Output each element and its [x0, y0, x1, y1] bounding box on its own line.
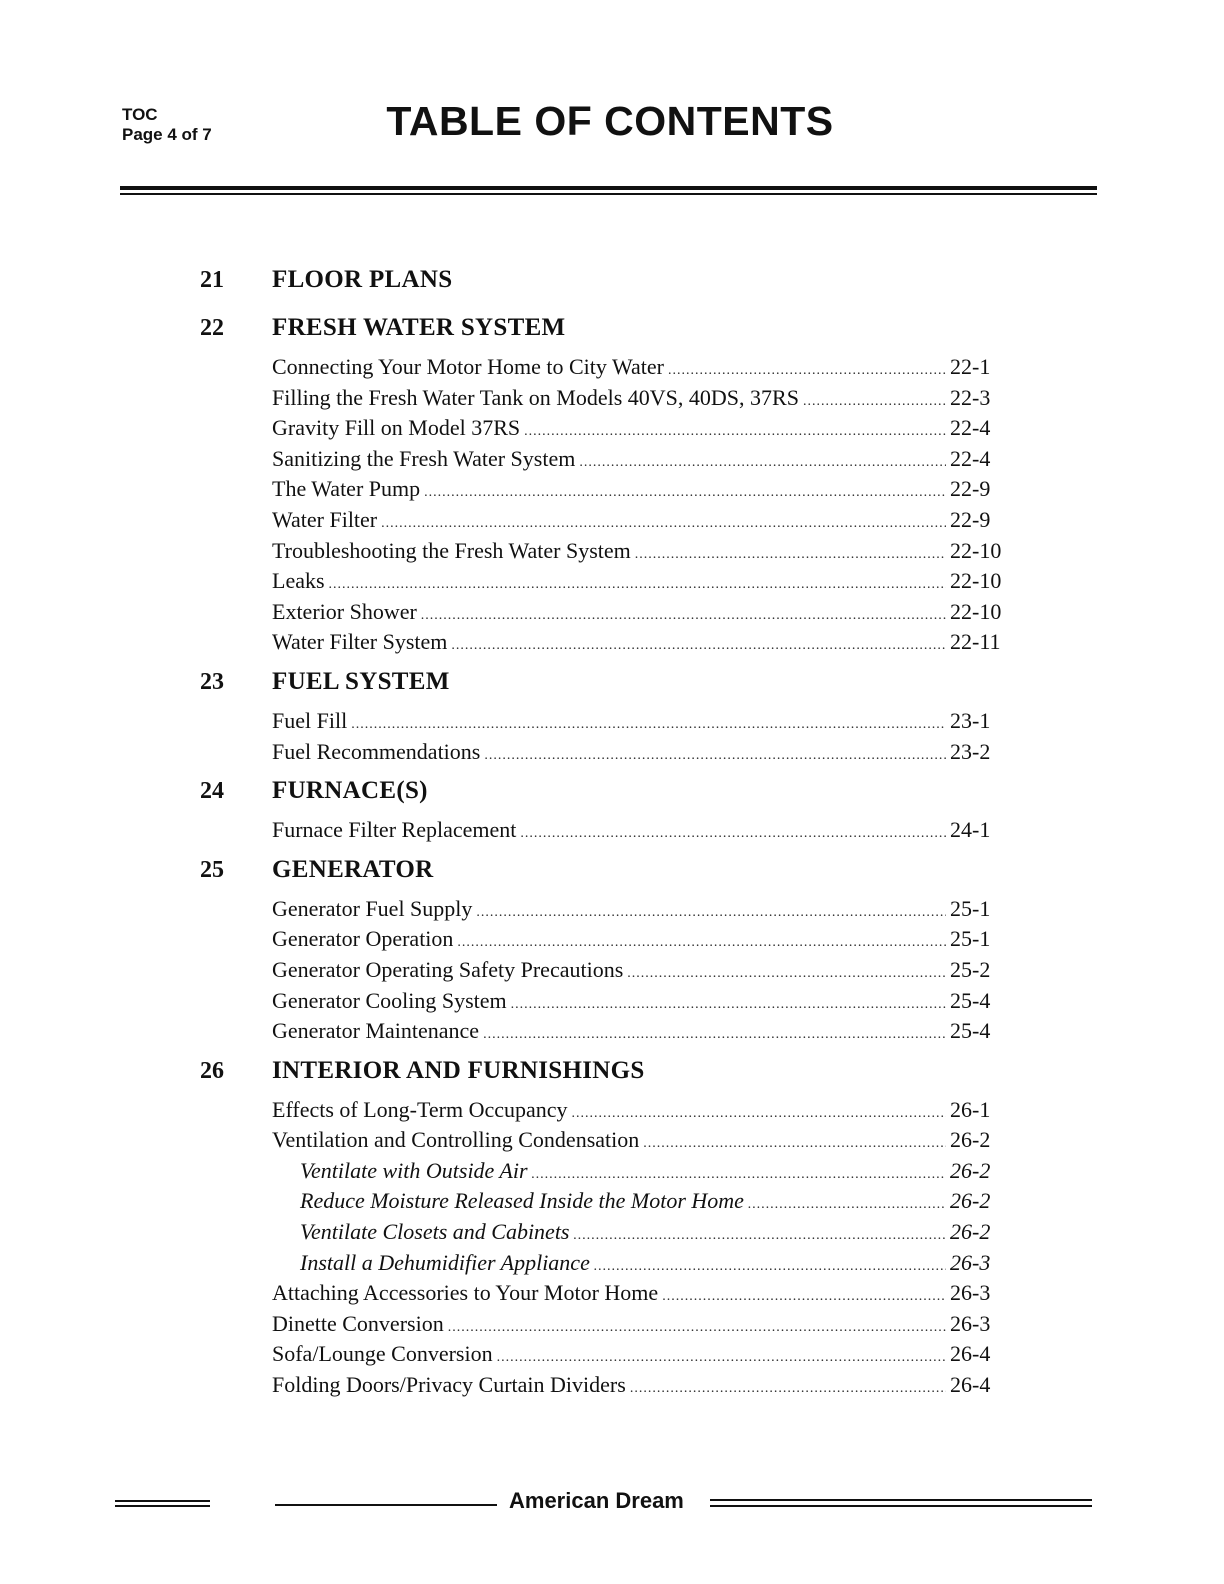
entry-label: Generator Operating Safety Precautions — [272, 956, 624, 982]
entry-label: Water Filter System — [272, 629, 448, 655]
entry-label: Sanitizing the Fresh Water System — [272, 445, 576, 471]
entry-page-number: 22-4 — [950, 415, 991, 441]
entry-page-number: 26-4 — [950, 1341, 991, 1367]
entry-label: Connecting Your Motor Home to City Water — [272, 354, 664, 379]
dot-leader — [635, 547, 946, 563]
toc-entry[interactable] — [272, 446, 1010, 477]
dot-leader — [572, 1106, 946, 1122]
page-title: TABLE OF CONTENTS — [386, 98, 834, 144]
dot-leader — [803, 394, 946, 410]
toc-entry[interactable] — [272, 354, 1010, 385]
entry-page-number: 25-4 — [950, 987, 991, 1013]
toc-entry[interactable] — [272, 568, 1010, 599]
footer — [115, 1488, 1092, 1518]
section-title: GENERATOR — [272, 855, 434, 883]
section-title: FURNACE(S) — [272, 777, 428, 805]
toc-entry[interactable] — [300, 1158, 1010, 1189]
section-number: 25 — [200, 856, 224, 883]
dot-leader — [630, 1381, 946, 1397]
section-number: 24 — [200, 778, 224, 805]
dot-leader — [448, 1320, 946, 1336]
toc-entry[interactable] — [272, 1280, 1010, 1311]
header-rule-thick — [120, 186, 1097, 190]
entry-label: Water Filter — [272, 506, 378, 532]
section-number: 22 — [200, 315, 224, 341]
toc-label-block — [122, 105, 212, 145]
dot-leader — [668, 363, 946, 379]
toc-entry[interactable] — [272, 476, 1010, 507]
entry-label: Sofa/Lounge Conversion — [272, 1341, 493, 1367]
entry-label: Exterior Shower — [272, 598, 417, 624]
entry-page-number: 26-2 — [950, 1188, 991, 1214]
dot-leader — [329, 577, 946, 593]
section-heading — [200, 266, 1010, 306]
footer-rule-left-2 — [115, 1505, 210, 1507]
footer-rule-right-2 — [710, 1505, 1092, 1507]
entry-page-number: 24-1 — [950, 817, 991, 843]
toc-entry[interactable] — [272, 385, 1010, 416]
dot-leader — [520, 826, 946, 842]
entry-page-number: 26-2 — [950, 1127, 991, 1153]
entry-page-number: 26-3 — [950, 1310, 991, 1336]
section-number: 26 — [200, 1057, 224, 1084]
footer-brand: American Dream — [509, 1488, 684, 1513]
section-heading — [200, 314, 1010, 354]
entry-page-number: 22-11 — [950, 629, 1001, 655]
toc-entry[interactable] — [272, 739, 1010, 770]
entry-label: Generator Fuel Supply — [272, 895, 473, 921]
dot-leader — [476, 905, 946, 921]
entry-label: Filling the Fresh Water Tank on Models 40VS, 40DS, 37RS — [272, 384, 799, 410]
dot-leader — [381, 516, 946, 532]
entry-page-number: 23-1 — [950, 707, 991, 733]
entry-label: The Water Pump — [272, 476, 421, 502]
toc-section-23 — [200, 668, 1010, 769]
toc-section-24 — [200, 777, 1010, 848]
section-title: FRESH WATER SYSTEM — [272, 314, 566, 341]
dot-leader — [497, 1350, 946, 1366]
section-title: INTERIOR AND FURNISHINGS — [272, 1056, 645, 1084]
entry-label: Attaching Accessories to Your Motor Home — [272, 1280, 659, 1306]
entry-label: Ventilate with Outside Air — [300, 1157, 528, 1183]
entry-label: Generator Cooling System — [272, 987, 507, 1013]
entry-page-number: 22-3 — [950, 384, 991, 410]
toc-entry[interactable] — [272, 599, 1010, 630]
entry-label: Fuel Recommendations — [272, 738, 481, 764]
toc-entry[interactable] — [272, 538, 1010, 569]
entry-label: Folding Doors/Privacy Curtain Dividers — [272, 1372, 626, 1398]
dot-leader — [524, 424, 946, 440]
dot-leader — [662, 1289, 946, 1305]
entry-page-number: 25-1 — [950, 895, 991, 921]
entry-page-number: 22-10 — [950, 537, 1002, 563]
toc-entry[interactable] — [272, 1097, 1010, 1128]
entry-label: Ventilate Closets and Cabinets — [300, 1219, 570, 1245]
entry-page-number: 25-2 — [950, 956, 991, 982]
dot-leader — [643, 1136, 946, 1152]
dot-leader — [484, 748, 946, 764]
footer-rule-right-1 — [710, 1499, 1092, 1501]
toc-section-21 — [200, 266, 1010, 306]
toc-entry[interactable] — [272, 1341, 1010, 1372]
entry-page-number: 26-2 — [950, 1157, 991, 1183]
dot-leader — [574, 1228, 947, 1244]
dot-leader — [351, 717, 946, 733]
toc-entry[interactable] — [272, 1372, 1010, 1403]
toc-entry[interactable] — [272, 1311, 1010, 1342]
page-indicator: Page 4 of 7 — [122, 125, 212, 144]
dot-leader — [424, 485, 946, 501]
dot-leader — [579, 455, 946, 471]
dot-leader — [627, 966, 946, 982]
entry-label: Dinette Conversion — [272, 1310, 444, 1336]
toc-entry[interactable] — [272, 817, 1010, 848]
footer-rule-left-1 — [115, 1500, 210, 1502]
entry-page-number: 23-2 — [950, 738, 991, 764]
toc-list — [200, 266, 1010, 1411]
section-heading — [200, 668, 1010, 708]
toc-entry[interactable] — [300, 1219, 1010, 1250]
section-heading — [200, 1057, 1010, 1097]
entry-page-number: 22-10 — [950, 568, 1002, 594]
entry-page-number: 26-4 — [950, 1372, 991, 1398]
toc-entry[interactable] — [272, 629, 1010, 660]
entry-label: Reduce Moisture Released Inside the Motor Home — [300, 1188, 744, 1214]
toc-entry[interactable] — [272, 896, 1010, 927]
toc-entry[interactable] — [272, 988, 1010, 1019]
toc-entry[interactable] — [272, 926, 1010, 957]
entry-page-number: 25-4 — [950, 1018, 991, 1044]
toc-entry[interactable] — [300, 1188, 1010, 1219]
toc-entry[interactable] — [272, 415, 1010, 446]
entry-label: Fuel Fill — [272, 707, 348, 733]
toc-section-26 — [200, 1057, 1010, 1403]
entry-page-number: 26-3 — [950, 1249, 991, 1275]
section-title: FLOOR PLANS — [272, 266, 453, 293]
entry-page-number: 26-2 — [950, 1219, 991, 1245]
entry-label: Install a Dehumidifier Appliance — [300, 1249, 590, 1275]
section-heading — [200, 856, 1010, 896]
toc-entry[interactable] — [272, 957, 1010, 988]
dot-leader — [421, 608, 946, 624]
dot-leader — [594, 1259, 946, 1275]
dot-leader — [532, 1167, 946, 1183]
toc-section-22 — [200, 314, 1010, 660]
entry-label: Leaks — [272, 568, 325, 594]
entry-page-number: 22-4 — [950, 445, 991, 471]
header-rule-thin — [120, 193, 1097, 195]
entry-label: Effects of Long-Term Occupancy — [272, 1096, 568, 1122]
toc-entry[interactable] — [300, 1250, 1010, 1281]
entry-page-number: 25-1 — [950, 926, 991, 952]
dot-leader — [511, 997, 946, 1013]
entry-page-number: 26-1 — [950, 1096, 991, 1122]
toc-entry[interactable] — [272, 1127, 1010, 1158]
toc-entry[interactable] — [272, 507, 1010, 538]
entry-page-number: 22-10 — [950, 598, 1002, 624]
toc-section-25 — [200, 856, 1010, 1049]
entry-label: Gravity Fill on Model 37RS — [272, 415, 521, 441]
entry-page-number: 22-9 — [950, 476, 991, 502]
dot-leader — [451, 638, 946, 654]
toc-label: TOC — [122, 105, 158, 124]
entry-label: Generator Operation — [272, 926, 454, 952]
entry-page-number: 22-9 — [950, 506, 991, 532]
toc-entry[interactable] — [272, 1018, 1010, 1049]
entry-label: Ventilation and Controlling Condensation — [272, 1127, 640, 1153]
entry-page-number: 26-3 — [950, 1280, 991, 1306]
entry-label: Generator Maintenance — [272, 1018, 480, 1044]
entry-page-number: 22-1 — [950, 354, 991, 379]
entry-label: Furnace Filter Replacement — [272, 817, 517, 843]
toc-entry[interactable] — [272, 708, 1010, 739]
dot-leader — [483, 1027, 946, 1043]
section-heading — [200, 777, 1010, 817]
section-number: 23 — [200, 668, 224, 695]
section-number: 21 — [200, 267, 224, 293]
entry-label: Troubleshooting the Fresh Water System — [272, 537, 631, 563]
dot-leader — [748, 1197, 946, 1213]
footer-rule-left-3 — [275, 1504, 497, 1506]
section-title: FUEL SYSTEM — [272, 667, 450, 695]
dot-leader — [457, 935, 946, 951]
